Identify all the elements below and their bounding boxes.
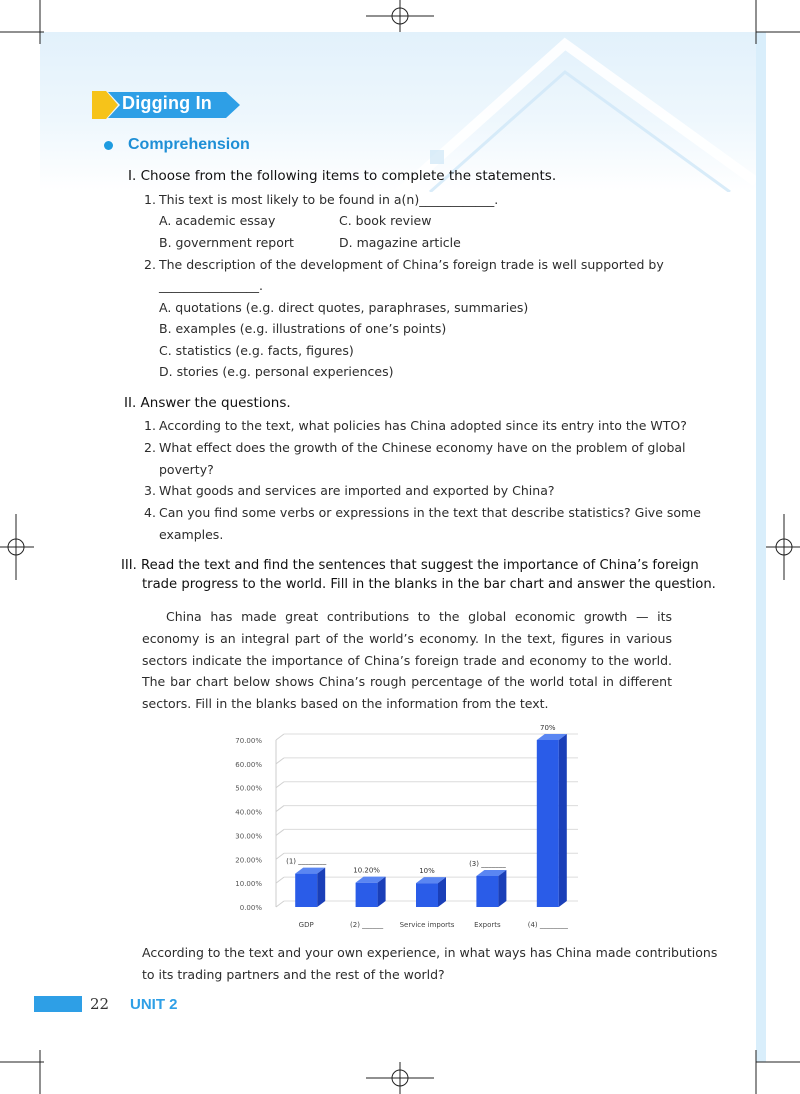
p2-q2-number: 2. xyxy=(144,440,156,455)
data-label: 10% xyxy=(419,867,435,876)
bar-side-face xyxy=(559,734,567,907)
q2-option-c: C. statistics (e.g. facts, figures) xyxy=(159,343,354,358)
unit-label: UNIT 2 xyxy=(130,996,178,1013)
gridline-diagonal xyxy=(276,734,284,740)
q2-option-b: B. examples (e.g. illustrations of one’s points) xyxy=(159,321,447,336)
category-label: Exports xyxy=(474,921,501,929)
y-tick-label: 50.00% xyxy=(235,784,262,793)
part-2-heading: II. Answer the questions. xyxy=(124,395,291,411)
gridline-diagonal xyxy=(276,806,284,812)
gridline-diagonal xyxy=(276,853,284,859)
q2-number: 2. xyxy=(144,257,156,272)
gridline-diagonal xyxy=(276,901,284,907)
gridline-diagonal xyxy=(276,829,284,835)
q2-blank: ________________. xyxy=(159,278,263,293)
y-tick-label: 70.00% xyxy=(235,737,262,745)
category-label: Service imports xyxy=(399,921,455,929)
gridline-diagonal xyxy=(276,782,284,788)
p2-q4-text-line2: examples. xyxy=(159,527,224,542)
footer-color-bar xyxy=(34,996,82,1012)
p2-q2-text-line1: What effect does the growth of the Chinese economy have on the problem of global xyxy=(159,440,686,455)
part-3-heading-line1: III. Read the text and find the sentences that suggest the importance of China’s foreign xyxy=(121,558,699,573)
p2-q1-number: 1. xyxy=(144,418,156,433)
bar-chart xyxy=(228,712,588,934)
data-label: (1) ________ xyxy=(286,857,327,866)
q2-stem: The description of the development of China’s foreign trade is well supported by xyxy=(159,257,664,272)
p2-q3-text: What goods and services are imported and exported by China? xyxy=(159,483,555,498)
y-tick-label: 20.00% xyxy=(235,856,262,865)
q2-option-d: D. stories (e.g. personal experiences) xyxy=(159,364,394,379)
p2-q1-text: According to the text, what policies has China adopted since its entry into the WTO? xyxy=(159,418,687,433)
category-label: (2) ______ xyxy=(350,921,384,929)
part-3-paragraph: China has made great contributions to the global economic growth — its economy is an integral part of the world’s economy. In the text, figures in various sectors indicate the importance of China’s foreign trade and economy to the world. The bar chart below shows China’s rough percentage of the world total in different sectors. Fill in the blanks based on the information from the text. xyxy=(142,609,672,712)
gridline-diagonal xyxy=(276,877,284,883)
p2-q3-number: 3. xyxy=(144,483,156,498)
gridline-diagonal xyxy=(276,758,284,764)
q1-option-c: C. book review xyxy=(339,213,432,228)
bar xyxy=(416,883,438,907)
section-banner-title: Digging In xyxy=(122,93,212,113)
y-tick-label: 40.00% xyxy=(235,808,262,817)
data-label: 10.20% xyxy=(353,866,380,875)
data-label: 70% xyxy=(540,724,556,732)
q1-option-d: D. magazine article xyxy=(339,235,461,250)
part-3-question-line1: According to the text and your own experience, in what ways has China made contributions xyxy=(142,945,718,960)
bullet-icon xyxy=(104,141,113,150)
bar-side-face xyxy=(498,870,506,907)
bar xyxy=(356,883,378,907)
q1-option-b: B. government report xyxy=(159,235,294,250)
data-label: (3) _______ xyxy=(469,859,506,868)
bar xyxy=(476,876,498,907)
q1-option-a: A. academic essay xyxy=(159,213,276,228)
bar-side-face xyxy=(317,868,325,907)
bar xyxy=(295,874,317,907)
q2-option-a: A. quotations (e.g. direct quotes, paraphrases, summaries) xyxy=(159,300,529,315)
p2-q4-text-line1: Can you find some verbs or expressions in the text that describe statistics? Give some xyxy=(159,505,701,520)
bar xyxy=(537,740,559,907)
part-3-question-line2: to its trading partners and the rest of the world? xyxy=(142,967,445,982)
q1-number: 1. xyxy=(144,192,156,207)
page-number: 22 xyxy=(90,995,110,1013)
p2-q4-number: 4. xyxy=(144,505,156,520)
y-tick-label: 60.00% xyxy=(235,760,262,769)
y-tick-label: 30.00% xyxy=(235,832,262,841)
part-1-heading: I. Choose from the following items to complete the statements. xyxy=(128,168,557,184)
q1-stem: This text is most likely to be found in a(n)____________. xyxy=(159,192,499,207)
y-tick-label: 0.00% xyxy=(239,904,262,912)
p2-q2-text-line2: poverty? xyxy=(159,462,214,477)
category-label: (4) ________ xyxy=(527,921,568,929)
y-tick-label: 10.00% xyxy=(235,880,262,889)
category-label: GDP xyxy=(298,921,314,929)
part-3-heading-line2: trade progress to the world. Fill in the blanks in the bar chart and answer the question. xyxy=(142,577,716,592)
subsection-title: Comprehension xyxy=(128,136,250,153)
